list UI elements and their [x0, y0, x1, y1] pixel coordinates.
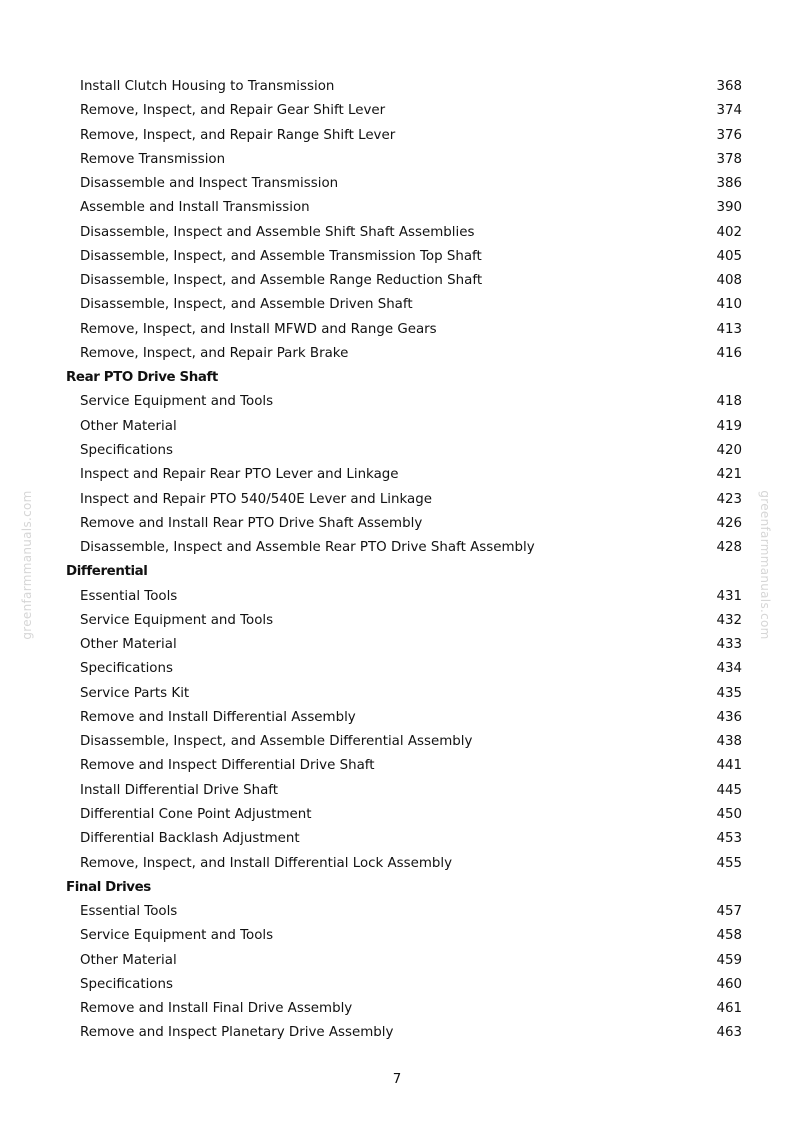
toc-entry[interactable] [0, 949, 794, 973]
entry-page-number: 426 [716, 515, 742, 531]
entry-title: Remove, Inspect, and Repair Park Brake [80, 345, 349, 361]
section-title: Rear PTO Drive Shaft [66, 370, 218, 386]
entry-page-number: 453 [716, 831, 742, 847]
toc-entry[interactable] [0, 221, 794, 245]
section-title: Differential [66, 564, 148, 580]
entry-page-number: 419 [716, 418, 742, 434]
entry-title: Assemble and Install Transmission [80, 200, 310, 216]
entry-page-number: 431 [716, 588, 742, 604]
entry-title: Remove Transmission [80, 151, 226, 167]
toc-entry[interactable] [0, 415, 794, 439]
entry-page-number: 450 [716, 806, 742, 822]
toc-entry[interactable] [0, 706, 794, 730]
toc-entry[interactable] [0, 609, 794, 633]
entry-page-number: 459 [716, 952, 742, 968]
toc-entry[interactable] [0, 585, 794, 609]
entry-title: Remove and Install Rear PTO Drive Shaft Assembly [80, 515, 423, 531]
entry-title: Inspect and Repair PTO 540/540E Lever and Linkage [80, 491, 432, 507]
entry-page-number: 421 [716, 467, 742, 483]
toc-entry[interactable] [0, 633, 794, 657]
entry-title: Disassemble, Inspect, and Assemble Driven Shaft [80, 297, 413, 313]
entry-title: Remove and Install Differential Assembly [80, 709, 356, 725]
entry-page-number: 374 [716, 103, 742, 119]
toc-entry[interactable] [0, 99, 794, 123]
entry-page-number: 376 [716, 127, 742, 143]
entry-page-number: 378 [716, 151, 742, 167]
entry-title: Install Clutch Housing to Transmission [80, 79, 335, 94]
entry-title: Service Equipment and Tools [80, 612, 274, 628]
entry-title: Disassemble, Inspect, and Assemble Differential Assembly [80, 734, 473, 750]
entry-title: Service Equipment and Tools [80, 394, 274, 410]
entry-page-number: 435 [716, 685, 742, 701]
entry-page-number: 418 [716, 394, 742, 410]
entry-page-number: 420 [716, 442, 742, 458]
entry-title: Remove, Inspect, and Install Differential Lock Assembly [80, 855, 453, 871]
entry-page-number: 390 [716, 200, 742, 216]
toc-entry[interactable] [0, 754, 794, 778]
toc-entry[interactable] [0, 318, 794, 342]
entry-title: Service Parts Kit [80, 685, 190, 701]
entry-page-number: 441 [716, 758, 742, 774]
toc-entry[interactable] [0, 75, 794, 99]
entry-page-number: 433 [716, 637, 742, 653]
entry-title: Other Material [80, 952, 177, 968]
entry-title: Remove, Inspect, and Repair Range Shift Lever [80, 127, 396, 143]
entry-page-number: 438 [716, 734, 742, 750]
table-of-contents [0, 75, 794, 1046]
toc-entry[interactable] [0, 342, 794, 366]
entry-title: Other Material [80, 637, 177, 653]
entry-title: Disassemble and Inspect Transmission [80, 176, 339, 192]
entry-page-number: 416 [716, 345, 742, 361]
entry-page-number: 386 [716, 176, 742, 192]
entry-title: Remove and Inspect Differential Drive Shaft [80, 758, 375, 774]
page-number: 7 [392, 1072, 402, 1087]
toc-entry[interactable] [0, 439, 794, 463]
entry-page-number: 428 [716, 540, 742, 556]
entry-title: Disassemble, Inspect and Assemble Shift Shaft Assemblies [80, 224, 475, 240]
entry-title: Specifications [80, 661, 173, 677]
entry-page-number: 405 [716, 248, 742, 264]
toc-entry[interactable] [0, 900, 794, 924]
toc-entry[interactable] [0, 463, 794, 487]
toc-entry[interactable] [0, 779, 794, 803]
toc-entry[interactable] [0, 852, 794, 876]
toc-section-heading [0, 560, 794, 584]
entry-page-number: 408 [716, 273, 742, 289]
watermark-right: greenfarmmanuals.com [758, 490, 772, 640]
entry-title: Specifications [80, 976, 173, 992]
entry-title: Install Differential Drive Shaft [80, 782, 279, 798]
entry-page-number: 434 [716, 661, 742, 677]
toc-entry[interactable] [0, 512, 794, 536]
toc-entry[interactable] [0, 730, 794, 754]
entry-title: Disassemble, Inspect, and Assemble Range Reduction Shaft [80, 273, 483, 289]
entry-page-number: 436 [716, 709, 742, 725]
entry-page-number: 368 [716, 79, 742, 94]
section-title: Final Drives [66, 879, 151, 895]
entry-title: Essential Tools [80, 588, 178, 604]
entry-title: Remove, Inspect, and Repair Gear Shift Lever [80, 103, 386, 119]
toc-section-heading [0, 876, 794, 900]
toc-entry[interactable] [0, 124, 794, 148]
toc-entry[interactable] [0, 172, 794, 196]
toc-entry[interactable] [0, 536, 794, 560]
entry-page-number: 458 [716, 928, 742, 944]
toc-section-heading [0, 366, 794, 390]
entry-title: Differential Cone Point Adjustment [80, 806, 312, 822]
toc-entry[interactable] [0, 196, 794, 220]
toc-entry[interactable] [0, 997, 794, 1021]
entry-title: Disassemble, Inspect and Assemble Rear PTO Drive Shaft Assembly [80, 540, 535, 556]
entry-title: Specifications [80, 442, 173, 458]
toc-entry[interactable] [0, 1021, 794, 1045]
entry-title: Service Equipment and Tools [80, 928, 274, 944]
entry-title: Differential Backlash Adjustment [80, 831, 300, 847]
entry-title: Inspect and Repair Rear PTO Lever and Linkage [80, 467, 399, 483]
toc-entry[interactable] [0, 682, 794, 706]
entry-page-number: 463 [716, 1025, 742, 1041]
entry-page-number: 402 [716, 224, 742, 240]
entry-page-number: 455 [716, 855, 742, 871]
toc-entry[interactable] [0, 803, 794, 827]
entry-title: Disassemble, Inspect, and Assemble Transmission Top Shaft [80, 248, 482, 264]
entry-page-number: 461 [716, 1001, 742, 1017]
toc-entry[interactable] [0, 148, 794, 172]
entry-title: Remove, Inspect, and Install MFWD and Range Gears [80, 321, 437, 337]
entry-page-number: 413 [716, 321, 742, 337]
entry-page-number: 410 [716, 297, 742, 313]
toc-entry[interactable] [0, 488, 794, 512]
entry-title: Remove and Inspect Planetary Drive Assembly [80, 1025, 394, 1041]
entry-page-number: 457 [716, 904, 742, 920]
toc-entry[interactable] [0, 827, 794, 851]
entry-page-number: 432 [716, 612, 742, 628]
entry-page-number: 423 [716, 491, 742, 507]
entry-page-number: 445 [716, 782, 742, 798]
entry-title: Other Material [80, 418, 177, 434]
entry-title: Essential Tools [80, 904, 178, 920]
toc-entry[interactable] [0, 390, 794, 414]
toc-entry[interactable] [0, 293, 794, 317]
toc-entry[interactable] [0, 973, 794, 997]
entry-page-number: 460 [716, 976, 742, 992]
entry-title: Remove and Install Final Drive Assembly [80, 1001, 353, 1017]
toc-entry[interactable] [0, 245, 794, 269]
toc-entry[interactable] [0, 269, 794, 293]
toc-entry[interactable] [0, 657, 794, 681]
watermark-left: greenfarmmanuals.com [20, 490, 34, 640]
toc-entry[interactable] [0, 924, 794, 948]
